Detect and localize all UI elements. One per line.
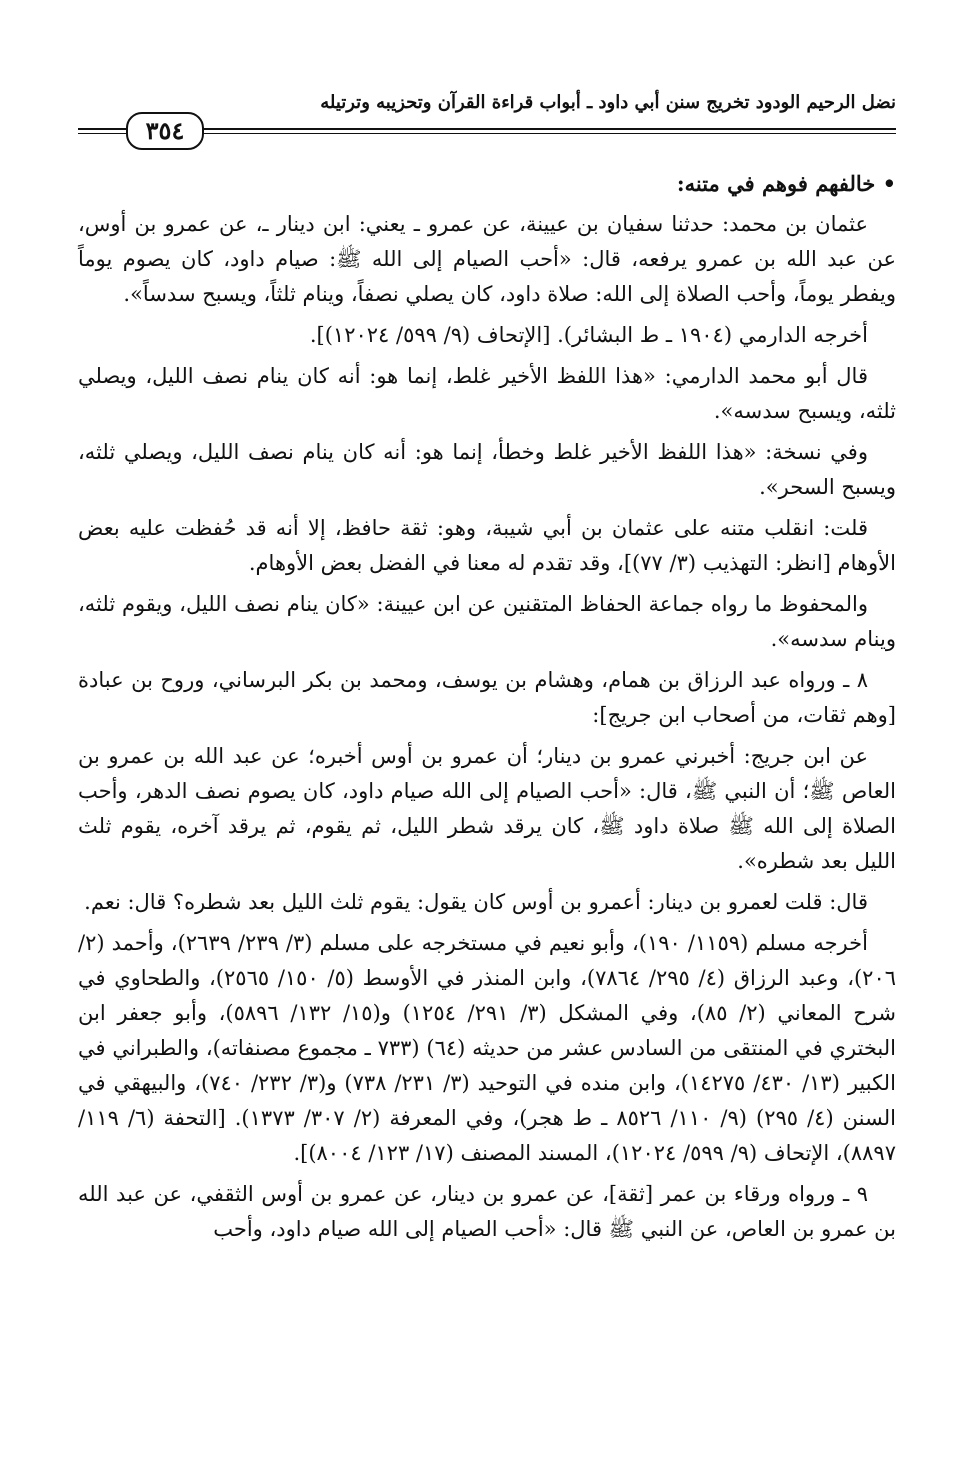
page-body bbox=[78, 166, 896, 1253]
page-header bbox=[78, 70, 896, 154]
paragraph: أخرجه الدارمي (١٩٠٤ ـ ط البشائر). [الإتحاف (٩/ ٥٩٩/ ١٢٠٢٤)]. bbox=[309, 323, 868, 347]
paragraph: قلت: انقلب متنه على عثمان بن أبي شيبة، وهو: ثقة حافظ، إلا أنه قد حُفظت عليه بعض الأوهام [انظر: التهذيب (٣/ ٧٧)]، وقد تقدم له معنا في الفضل بعض الأوهام. bbox=[78, 516, 896, 575]
paragraph: • خالفهم فوهم في متنه: bbox=[676, 171, 896, 196]
paragraph: والمحفوظ ما رواه جماعة الحفاظ المتقنين عن ابن عيينة: «كان ينام نصف الليل، ويقوم ثلثه، وينام سدسه». bbox=[78, 592, 896, 651]
page-number-badge: ٣٥٤ bbox=[126, 112, 204, 150]
running-header-title: نضل الرحيم الودود تخريج سنن أبي داود ـ أبواب قراءة القرآن وتحزيبه وترتيله bbox=[320, 92, 896, 113]
paragraph: قال أبو محمد الدارمي: «هذا اللفظ الأخير غلط، إنما هو: أنه كان ينام نصف الليل، ويصلي ثلثه، ويسبح سدسه». bbox=[78, 364, 896, 423]
paragraph: قال: قلت لعمرو بن دينار: أعمرو بن أوس كان يقول: يقوم ثلث الليل بعد شطره؟ قال: نعم. bbox=[84, 890, 868, 914]
paragraph: وفي نسخة: «هذا اللفظ الأخير غلط وخطأ، إنما هو: أنه كان ينام نصف الليل، ويصلي ثلثه، ويسبح السحر». bbox=[78, 440, 896, 499]
document-page bbox=[78, 70, 896, 1410]
paragraph: عثمان بن محمد: حدثنا سفيان بن عيينة، عن عمرو ـ يعني: ابن دينار ـ، عن عمرو بن أوس، عن عبد الله بن عمرو يرفعه، قال: «أحب الصيام إلى الله ﷺ: صيام داود، كان يصوم يوماً ويفطر يوماً، وأحب الصلاة إلى الله: صلاة داود، كان يصلي نصفاً، وينام ثلثاً، ويسبح سدساً». bbox=[78, 212, 896, 306]
paragraph: ٩ ـ ورواه ورقاء بن عمر [ثقة]، عن عمرو بن دينار، عن عمرو بن أوس الثقفي، عن عبد الله بن عمرو بن العاص، عن النبي ﷺ قال: «أحب الصيام إلى الله صيام داود، وأحب bbox=[78, 1182, 896, 1241]
paragraph: أخرجه مسلم (١١٥٩/ ١٩٠)، وأبو نعيم في مستخرجه على مسلم (٣/ ٢٣٩/ ٢٦٣٩)، وأحمد (٢/ ٢٠٦)، وعبد الرزاق (٤/ ٢٩٥/ ٧٨٦٤)، وابن المنذر في الأوسط (٥/ ١٥٠/ ٢٥٦٥)، والطحاوي في شرح المعاني (٢/ ٨٥)، وفي المشكل (٣/ ٢٩١/ ١٢٥٤) و(١٥/ ١٣٢/ ٥٨٩٦)، وأبو جعفر ابن البختري في المنتقى من السادس عشر من حديثه (٦٤) (٧٣٣ ـ مجموع مصنفاته)، والطبراني في الكبير (١٣/ ٤٣٠/ ١٤٢٧٥)، وابن منده في التوحيد (٣/ ٢٣١/ ٧٣٨) و(٣/ ٢٣٢/ ٧٤٠)، والبيهقي في السنن (٤/ ٢٩٥) (٩/ ١١٠/ ٨٥٢٦ ـ ط هجر)، وفي المعرفة (٢/ ٣٠٧/ ١٣٧٣). [التحفة (٦/ ١١٩/ ٨٨٩٧)، الإتحاف (٩/ ٥٩٩/ ١٢٠٢٤)، المسند المصنف (١٧/ ١٢٣/ ٨٠٠٤)]. bbox=[78, 931, 897, 1165]
paragraph: ٨ ـ ورواه عبد الرزاق بن همام، وهشام بن يوسف، ومحمد بن بكر البرساني، وروح بن عبادة [وهم ثقات، من أصحاب ابن جريج]: bbox=[78, 668, 896, 727]
paragraph: عن ابن جريج: أخبرني عمرو بن دينار؛ أن عمرو بن أوس أخبره؛ عن عبد الله بن عمرو بن العاص ﷺ؛ أن النبي ﷺ، قال: «أحب الصيام إلى الله صيام داود، كان يصوم نصف الدهر، وأحب الصلاة إلى الله ﷺ صلاة داود ﷺ، كان يرقد شطر الليل، ثم يقوم، ثم يرقد آخره، يقوم ثلث الليل بعد شطره». bbox=[78, 744, 896, 873]
